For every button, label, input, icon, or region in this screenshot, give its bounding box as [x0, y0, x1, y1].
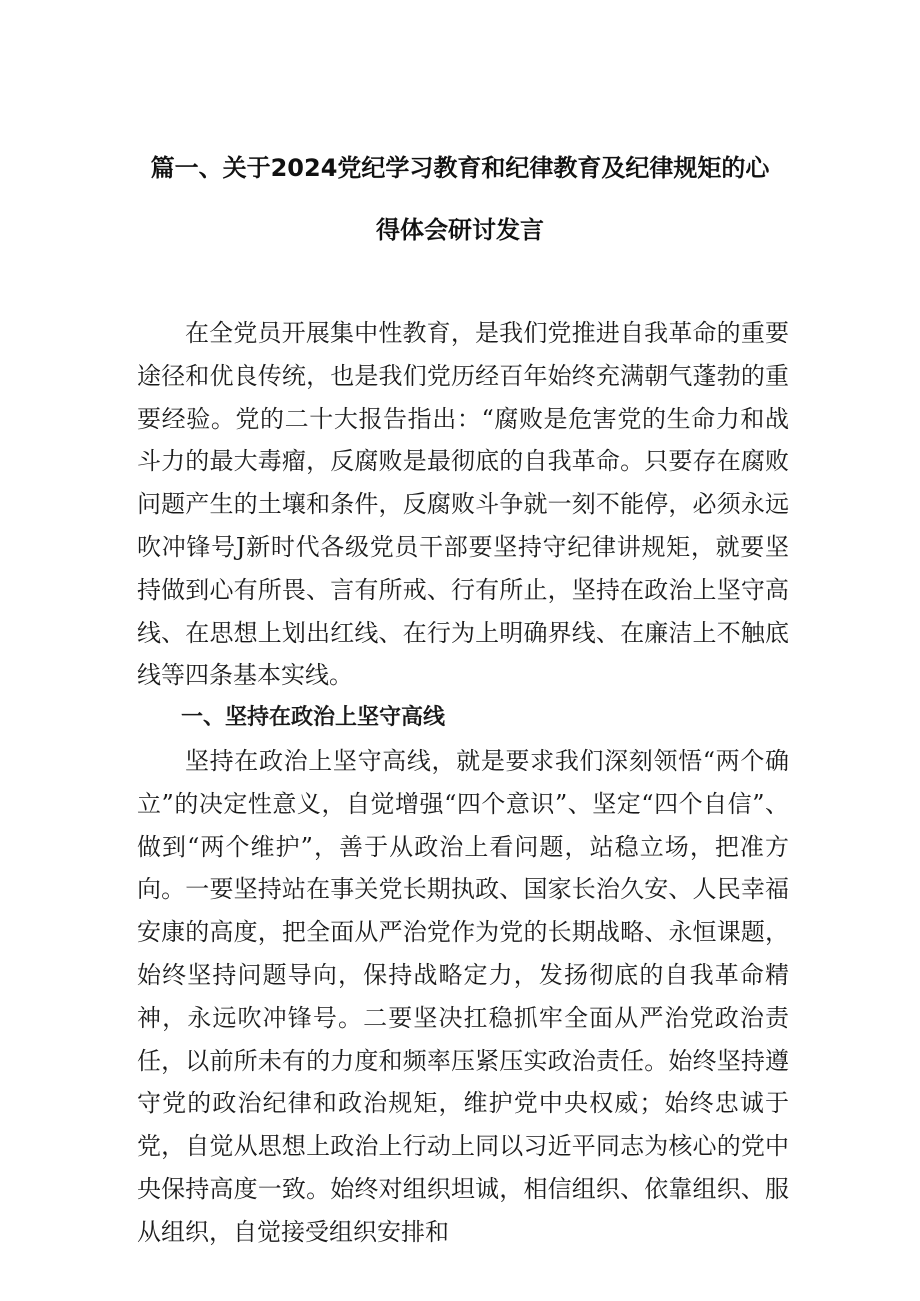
section-paragraph: 坚持在政治上坚守高线，就是要求我们深刻领悟“两个确立”的决定性意义，自觉增强“四个意识”、坚定“四个自信”、做到“两个维护”，善于从政治上看问题，站稳立场，把准方向。一要坚持站在事关党长期执政、国家长治久安、人民幸福安康的高度，把全面从严治党作为党的长期战略、永恒课题，始终坚持问题导向，保持战略定力，发扬彻底的自我革命精神，永远吹冲锋号。二要坚决扛稳抓牢全面从严治党政治责任，以前所未有的力度和频率压紧压实政治责任。始终坚持遵守党的政治纪律和政治规矩，维护党中央权威；始终忠诚于党，自觉从思想上政治上行动上同以习近平同志为核心的党中央保持高度一致。始终对组织坦诚，相信组织、依靠组织、服从组织，自觉接受组织安排和 [137, 746, 789, 1246]
document-title-line-1: 篇一、关于2024党纪学习教育和纪律教育及纪律规矩的心 [150, 154, 770, 182]
section-heading: 一、坚持在政治上坚守高线 [181, 705, 446, 731]
document-body [137, 312, 789, 1254]
intro-paragraph: 在全党员开展集中性教育，是我们党推进自我革命的重要途径和优良传统，也是我们党历经百年始终充满朝气蓬勃的重要经验。党的二十大报告指出：“腐败是危害党的生命力和战斗力的最大毒瘤，反腐败是最彻底的自我革命。只要存在腐败问题产生的土壤和条件，反腐败斗争就一刻不能停，必须永远吹冲锋号J新时代各级党员干部要坚持守纪律讲规矩，就要坚持做到心有所畏、言有所戒、行有所止，坚持在政治上坚守高线、在思想上划出红线、在行为上明确界线、在廉洁上不触底线等四条基本实线。 [137, 319, 789, 690]
document-title-line-2: 得体会研讨发言 [376, 216, 544, 244]
